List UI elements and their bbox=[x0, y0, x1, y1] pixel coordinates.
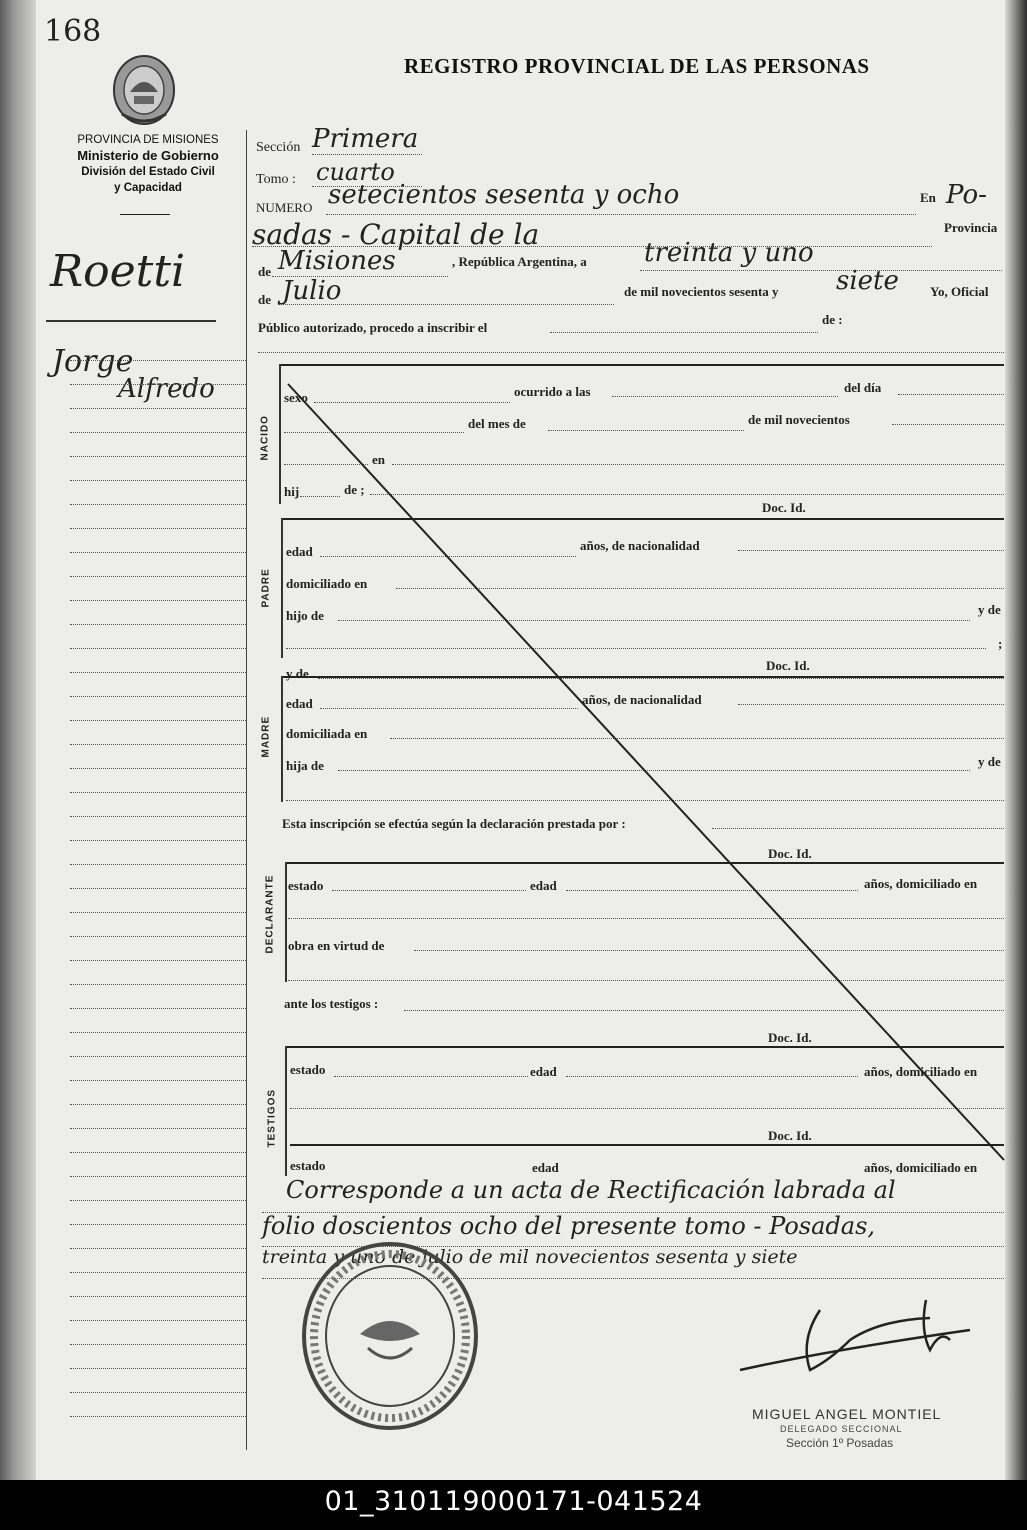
declarante-section-label: DECLARANTE bbox=[264, 874, 276, 954]
madre-domicilio-label: domiciliada en bbox=[286, 726, 368, 741]
official-section: Sección 1º Posadas bbox=[786, 1436, 894, 1450]
day-value: treinta y uno bbox=[644, 238, 814, 268]
signature-icon bbox=[730, 1290, 990, 1400]
de-label-3: de ; bbox=[344, 482, 365, 497]
testigo1-edad-label: edad bbox=[530, 1064, 557, 1079]
padre-domicilio-label: domiciliado en bbox=[286, 576, 368, 591]
obra-label: obra en virtud de bbox=[288, 938, 385, 953]
official-seal-icon bbox=[298, 1238, 482, 1434]
hij-label: hij bbox=[284, 484, 300, 499]
padre-doc-label: Doc. Id. bbox=[766, 658, 810, 673]
testigo1-doc-label: Doc. Id. bbox=[768, 1030, 812, 1045]
oficial-label: Yo, Oficial bbox=[930, 284, 989, 299]
document-title: REGISTRO PROVINCIAL DE LAS PERSONAS bbox=[404, 54, 870, 78]
padre-y-de-label: y de bbox=[978, 602, 1001, 617]
madre-section-label: MADRE bbox=[260, 715, 272, 758]
declarante-doc-label: Doc. Id. bbox=[768, 846, 812, 861]
testigos-intro: ante los testigos : bbox=[284, 996, 379, 1011]
madre-nacionalidad-label: años, de nacionalidad bbox=[582, 692, 702, 707]
tomo-value: cuarto bbox=[316, 158, 395, 186]
page-number: 168 bbox=[44, 14, 102, 49]
publico-label: Público autorizado, procedo a inscribir el bbox=[258, 320, 488, 335]
en-label-2: en bbox=[372, 452, 385, 467]
padre-semicolon: ; bbox=[998, 636, 1003, 651]
testigo2-estado-label: estado bbox=[290, 1158, 326, 1173]
annotation-line-2: folio doscientos ocho del presente tomo - Posadas, bbox=[262, 1212, 876, 1240]
madre-hija-de-label: hija de bbox=[286, 758, 324, 773]
testigos-section-label: TESTIGOS bbox=[266, 1088, 278, 1148]
provincia-label: Provincia bbox=[944, 220, 998, 235]
madre-edad-label: edad bbox=[286, 696, 313, 711]
nacido-section-label: NACIDO bbox=[259, 415, 271, 461]
del-mes-label: del mes de bbox=[468, 416, 526, 431]
mil-label: de mil novecientos sesenta y bbox=[624, 284, 779, 299]
province-value: Misiones bbox=[278, 246, 396, 276]
numero-label: NUMERO bbox=[256, 200, 313, 215]
testigo2-doc-label: Doc. Id. bbox=[768, 1128, 812, 1143]
nacido-doc-label: Doc. Id. bbox=[762, 500, 806, 515]
image-identifier: 01_310119000171-041524 bbox=[324, 1486, 703, 1517]
en-value: Po- bbox=[946, 180, 987, 210]
month-value: Julio bbox=[282, 276, 342, 306]
de-mil-label: de mil novecientos bbox=[748, 412, 850, 427]
padre-hijo-de-label: hijo de bbox=[286, 608, 324, 623]
padre-y-de-2-label: y de bbox=[286, 666, 309, 681]
numero-value: setecientos sesenta y ocho bbox=[328, 180, 680, 210]
declaration-statement: Esta inscripción se efectúa según la declaración prestada por : bbox=[282, 816, 626, 831]
declarante-domicilio-label: años, domiciliado en bbox=[864, 876, 978, 891]
margin-given-name-1: Jorge bbox=[52, 344, 134, 379]
madre-y-de-label: y de bbox=[978, 754, 1001, 769]
issuer-ministry: Ministerio de Gobierno bbox=[77, 148, 219, 163]
padre-edad-label: edad bbox=[286, 544, 313, 559]
testigo1-domicilio-label: años, domiciliado en bbox=[864, 1064, 978, 1079]
seccion-label: Sección bbox=[256, 140, 301, 155]
del-dia-label: del día bbox=[844, 380, 882, 395]
declarante-edad-label: edad bbox=[530, 878, 557, 893]
issuer-division-2: y Capacidad bbox=[114, 182, 182, 194]
declarante-estado-label: estado bbox=[288, 878, 324, 893]
testigo2-domicilio-label: años, domiciliado en bbox=[864, 1160, 978, 1175]
padre-section-label: PADRE bbox=[260, 568, 272, 608]
ocurrido-label: ocurrido a las bbox=[514, 384, 591, 399]
testigo2-edad-label: edad bbox=[532, 1160, 559, 1175]
annotation-line-3: treinta y uno de julio de mil novecientos sesenta y siete bbox=[262, 1246, 798, 1268]
testigo1-estado-label: estado bbox=[290, 1062, 326, 1077]
padre-nacionalidad-label: años, de nacionalidad bbox=[580, 538, 700, 553]
issuer-division: División del Estado Civil bbox=[81, 166, 215, 178]
place-value: sadas - Capital de la bbox=[252, 218, 540, 251]
de-label: de bbox=[258, 264, 271, 279]
seccion-value: Primera bbox=[312, 124, 419, 154]
year-value: siete bbox=[836, 266, 899, 296]
republica-label: , República Argentina, a bbox=[452, 254, 587, 269]
de-label-2: de bbox=[258, 292, 271, 307]
official-name: MIGUEL ANGEL MONTIEL bbox=[752, 1406, 942, 1422]
annotation-line-1: Corresponde a un acta de Rectificación labrada al bbox=[286, 1176, 896, 1204]
issuer-province: PROVINCIA DE MISIONES bbox=[77, 134, 219, 146]
tomo-label: Tomo : bbox=[256, 172, 296, 187]
margin-surname: Roetti bbox=[50, 246, 186, 297]
margin-given-name-2: Alfredo bbox=[118, 374, 215, 404]
sexo-label: sexo bbox=[284, 390, 308, 405]
en-label: En bbox=[920, 190, 936, 205]
official-role: DELEGADO SECCIONAL bbox=[780, 1424, 903, 1434]
de-colon-label: de : bbox=[822, 312, 843, 327]
